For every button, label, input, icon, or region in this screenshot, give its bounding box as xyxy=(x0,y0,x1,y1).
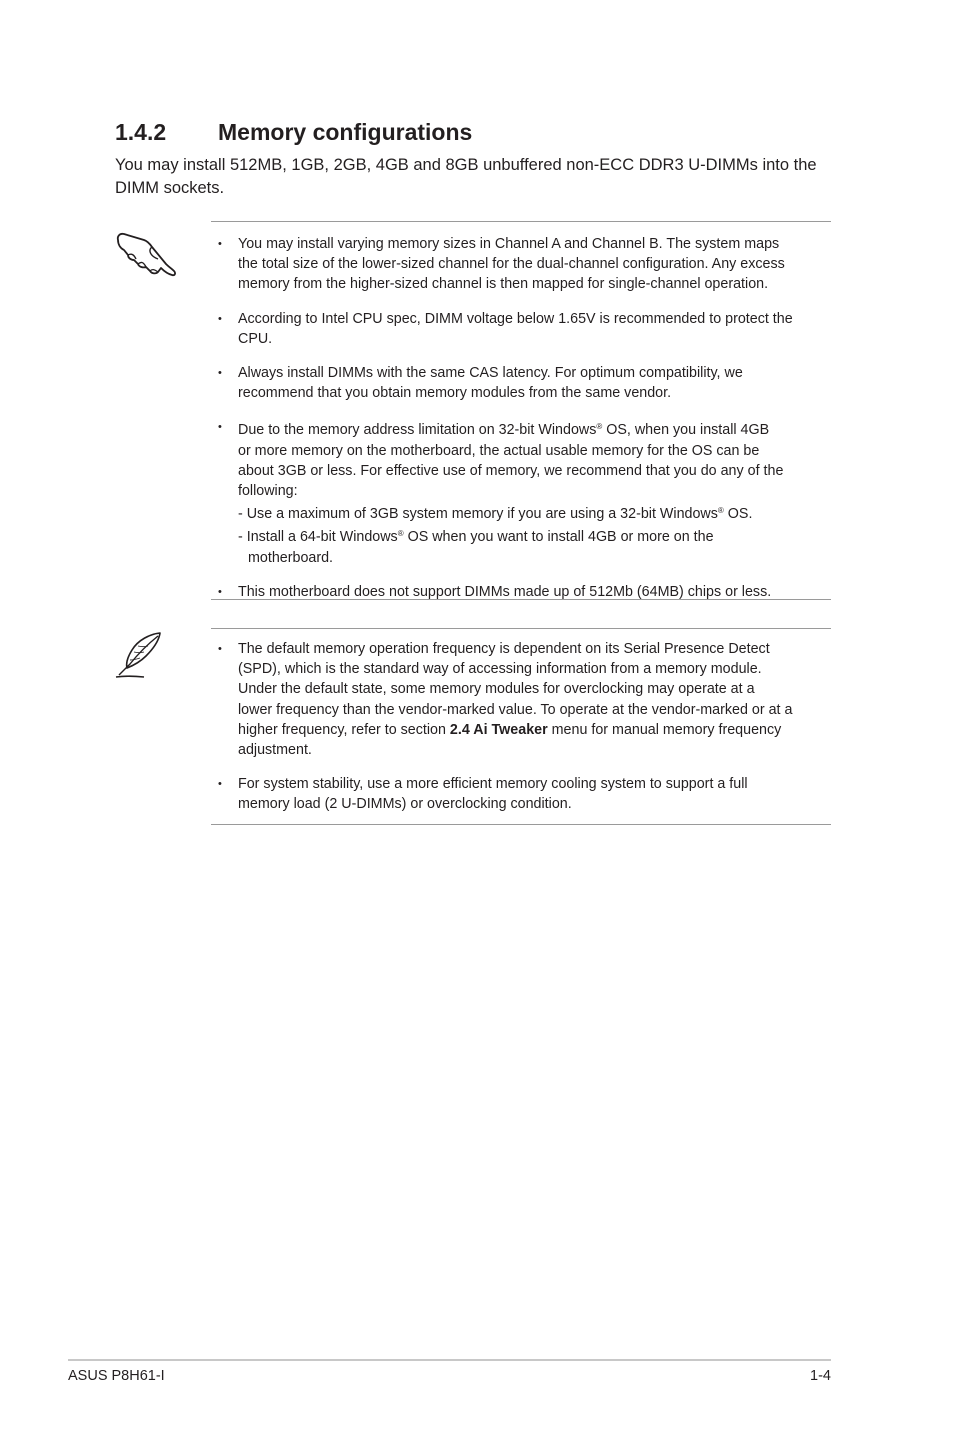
text-line: The default memory operation frequency is dependent on its Serial Presence Detect xyxy=(238,641,770,657)
intro-paragraph: You may install 512MB, 1GB, 2GB, 4GB and 8GB unbuffered non-ECC DDR3 U-DIMMs into the DIMM sockets. xyxy=(115,156,817,197)
text-segment: - Use a maximum of 3GB system memory if you are using a 32-bit Windows xyxy=(238,506,718,523)
text-line xyxy=(238,720,831,740)
text-segment: menu for manual memory frequency xyxy=(547,721,782,738)
footer-divider xyxy=(68,1359,831,1361)
registered-mark: ® xyxy=(596,422,603,432)
text-line: According to Intel CPU spec, DIMM voltage below 1.65V is recommended to protect the xyxy=(238,310,793,327)
list-item xyxy=(211,639,831,760)
text-line: following: xyxy=(238,483,298,500)
text-line: For system stability, use a more efficient memory cooling system to support a full xyxy=(238,776,748,793)
note-box xyxy=(211,628,831,825)
bullet: • xyxy=(218,778,222,791)
text-line: Always install DIMMs with the same CAS latency. For optimum compatibility, we xyxy=(238,365,743,382)
bullet: • xyxy=(218,367,222,380)
list-item xyxy=(211,234,831,295)
text-segment: higher frequency, refer to section xyxy=(238,721,450,738)
section-heading xyxy=(115,119,472,146)
important-notice-box xyxy=(211,221,831,600)
section-number: 1.4.2 xyxy=(115,119,167,145)
text-line: recommend that you obtain memory modules from the same vendor. xyxy=(238,385,672,402)
list-item xyxy=(211,582,831,602)
registered-mark: ® xyxy=(397,529,404,539)
text-line: memory load (2 U-DIMMs) or overclocking condition. xyxy=(238,796,572,813)
footer-product-name: ASUS P8H61-I xyxy=(68,1368,165,1384)
text-line: adjustment. xyxy=(238,742,312,759)
text-line: You may install varying memory sizes in Channel A and Channel B. The system maps xyxy=(238,236,780,252)
text-segment: OS, when you install 4GB xyxy=(602,422,770,439)
text-line: CPU. xyxy=(238,330,273,347)
text-line: or more memory on the motherboard, the actual usable memory for the OS can be xyxy=(238,442,760,459)
text-line: motherboard. xyxy=(248,549,334,566)
text-line xyxy=(238,524,831,547)
bullet: • xyxy=(218,312,222,325)
list-item xyxy=(211,363,831,403)
list-item xyxy=(211,417,831,567)
section-reference: 2.4 Ai Tweaker xyxy=(449,721,548,738)
text-line: about 3GB or less. For effective use of memory, we recommend that you do any of the xyxy=(238,462,784,479)
bullet: • xyxy=(218,643,222,655)
note-list xyxy=(211,629,831,815)
text-line: This motherboard does not support DIMMs made up of 512Mb (64MB) chips or less. xyxy=(238,583,772,600)
text-line: lower frequency than the vendor-marked value. To operate at the vendor-marked or at a xyxy=(238,701,793,718)
footer-page-number: 1-4 xyxy=(810,1368,831,1384)
important-list xyxy=(211,222,831,602)
feather-quill-icon xyxy=(114,630,166,680)
text-line: memory from the higher-sized channel is then mapped for single-channel operation. xyxy=(238,276,769,293)
bullet: • xyxy=(218,238,222,250)
text-segment: OS when you want to install 4GB or more on the xyxy=(403,529,714,546)
text-line xyxy=(238,417,831,440)
registered-mark: ® xyxy=(717,506,724,516)
text-segment: OS. xyxy=(723,506,753,523)
section-title: Memory configurations xyxy=(218,119,473,145)
text-line xyxy=(238,501,831,524)
text-segment: Due to the memory address limitation on 32-bit Windows xyxy=(238,422,597,439)
hand-pointing-icon xyxy=(114,226,180,278)
list-item xyxy=(211,774,831,814)
text-line: Under the default state, some memory modules for overclocking may operate at a xyxy=(238,681,755,698)
list-item xyxy=(211,309,831,349)
text-line: (SPD), which is the standard way of accessing information from a memory module. xyxy=(238,661,762,678)
bullet: • xyxy=(218,421,222,434)
bullet: • xyxy=(218,585,222,598)
text-segment: - Install a 64-bit Windows xyxy=(238,529,398,546)
text-line: the total size of the lower-sized channel for the dual-channel configuration. Any excess xyxy=(238,256,785,273)
